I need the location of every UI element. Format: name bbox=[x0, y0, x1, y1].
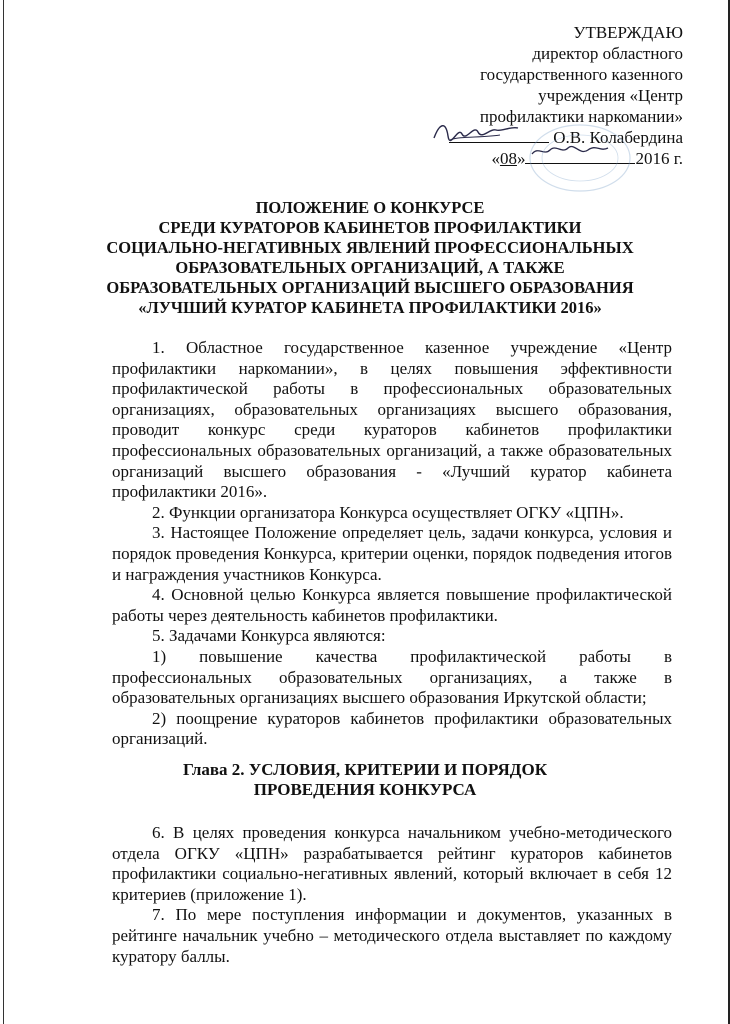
paragraph-4: 4. Основной целью Конкурса является повышение профилактической работы через деятельность кабинетов профилактики. bbox=[112, 585, 672, 625]
approval-position-line: государственного казенного bbox=[480, 65, 683, 84]
section-2-text bbox=[112, 823, 672, 967]
title-line: ПОЛОЖЕНИЕ О КОНКУРСЕ bbox=[255, 198, 485, 217]
title-line: СРЕДИ КУРАТОРОВ КАБИНЕТОВ ПРОФИЛАКТИКИ bbox=[158, 218, 582, 237]
approval-position-line: профилактики наркомании» bbox=[479, 107, 683, 126]
date-day: 08 bbox=[499, 149, 517, 168]
title-line: ОБРАЗОВАТЕЛЬНЫХ ОРГАНИЗАЦИЙ, А ТАКЖЕ bbox=[175, 258, 565, 277]
title-line: СОЦИАЛЬНО-НЕГАТИВНЫХ ЯВЛЕНИЙ ПРОФЕССИОНАЛЬНЫХ bbox=[106, 238, 634, 257]
paragraph-2: 2. Функции организатора Конкурса осуществляет ОГКУ «ЦПН». bbox=[152, 502, 624, 522]
approval-position-line: директор областного bbox=[532, 44, 683, 63]
approval-heading: УТВЕРЖДАЮ bbox=[573, 23, 683, 42]
chapter-heading-line: ПРОВЕДЕНИЯ КОНКУРСА bbox=[253, 780, 477, 799]
scan-edge-left bbox=[3, 0, 4, 1024]
paragraph-task-1: 1) повышение качества профилактической работы в профессиональных образовательных организациях, а также в образовательных организациях высшего образования Иркутской области; bbox=[112, 646, 672, 708]
date-row: «08» 2016 г. bbox=[491, 149, 683, 168]
paragraph-3: 3. Настоящее Положение определяет цель, задачи конкурса, условия и порядок проведения Конкурса, критерии оценки, порядок подведения итогов и награждения участников Конкурса. bbox=[112, 523, 672, 584]
paragraph-7: 7. По мере поступления информации и документов, указанных в рейтинге начальник учебно – методического отдела выставляет по каждому куратору баллы. bbox=[112, 905, 672, 966]
approval-position-line: учреждения «Центр bbox=[538, 86, 683, 105]
paragraph-1: 1. Областное государственное казенное учреждение «Центр профилактики наркомании», в целях повышения эффективности профилактической работы в профессиональных образовательных организациях, образовательных организациях высшего образования, проводит конкурс среди кураторов кабинетов профилактики профессиональных образовательных организаций, а также образовательных организаций высшего образования - «Лучший куратор кабинета профилактики 2016». bbox=[112, 338, 672, 502]
paragraph-5: 5. Задачами Конкурса являются: bbox=[152, 626, 386, 646]
signer-name: О.В. Колабердина bbox=[553, 128, 683, 147]
title-line: ОБРАЗОВАТЕЛЬНЫХ ОРГАНИЗАЦИЙ ВЫСШЕГО ОБРАЗОВАНИЯ bbox=[106, 278, 634, 297]
date-year: 2016 г. bbox=[635, 149, 683, 168]
paragraph-6: 6. В целях проведения конкурса начальником учебно-методического отдела ОГКУ «ЦПН» разрабатывается рейтинг кураторов кабинетов профилактики социально-негативных явлений, который включает в себя 12 критериев (приложение 1). bbox=[112, 823, 672, 904]
handwritten-signature bbox=[430, 118, 520, 144]
document-title bbox=[60, 198, 680, 318]
faded-stamp bbox=[525, 120, 635, 195]
chapter-heading-line: Глава 2. УСЛОВИЯ, КРИТЕРИИ И ПОРЯДОК bbox=[182, 760, 548, 779]
paragraph-task-2: 2) поощрение кураторов кабинетов профилактики образовательных организаций. bbox=[112, 708, 672, 749]
title-line: «ЛУЧШИЙ КУРАТОР КАБИНЕТА ПРОФИЛАКТИКИ 2016» bbox=[138, 298, 602, 317]
section-1-text bbox=[112, 338, 672, 750]
chapter-2-heading bbox=[60, 760, 670, 800]
